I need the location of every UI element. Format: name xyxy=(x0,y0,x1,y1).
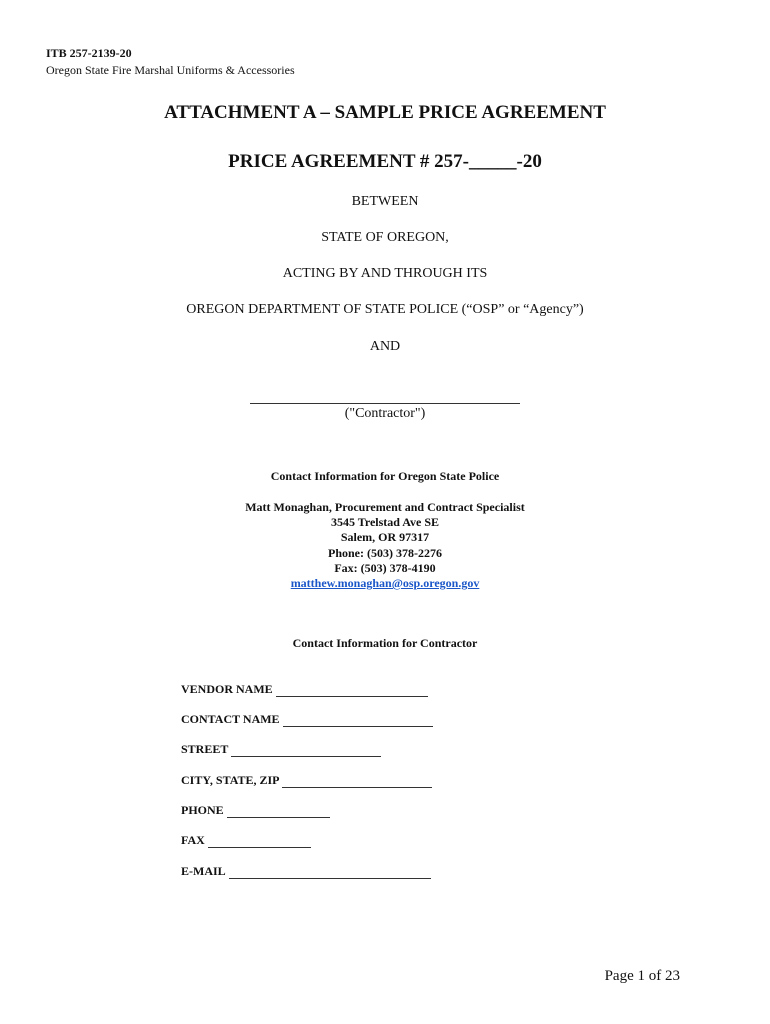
street-label: STREET xyxy=(181,742,229,756)
vendor-name-blank[interactable] xyxy=(276,686,428,697)
vendor-name-field xyxy=(181,682,428,697)
email-label: E-MAIL xyxy=(181,864,226,878)
contact-name: Matt Monaghan, Procurement and Contract Specialist xyxy=(245,500,525,514)
contractor-signature-line xyxy=(250,403,520,404)
osp-contact-block xyxy=(0,500,770,591)
phone-field xyxy=(181,803,330,818)
agency-text: OREGON DEPARTMENT OF STATE POLICE (“OSP” or “Agency”) xyxy=(186,302,584,317)
fax-blank[interactable] xyxy=(208,837,311,848)
itb-number: ITB 257-2139-20 xyxy=(46,46,132,60)
contact-name-field xyxy=(181,712,433,727)
contact-name-label: CONTACT NAME xyxy=(181,712,280,726)
city-state-zip-field xyxy=(181,773,432,788)
osp-contact-heading: Contact Information for Oregon State Police xyxy=(270,469,500,483)
contact-email-link[interactable]: matthew.monaghan@osp.oregon.gov xyxy=(290,576,480,591)
contact-street: 3545 Trelstad Ave SE xyxy=(330,515,440,530)
fax-label: FAX xyxy=(181,833,205,847)
contact-city: Salem, OR 97317 xyxy=(340,530,430,545)
contractor-label: ("Contractor") xyxy=(344,406,426,421)
state-text: STATE OF OREGON, xyxy=(321,230,449,245)
price-agreement-number: PRICE AGREEMENT # 257-_____-20 xyxy=(228,151,542,172)
and-text: AND xyxy=(369,339,401,354)
page-number: Page 1 of 23 xyxy=(604,968,680,984)
phone-blank[interactable] xyxy=(227,807,330,818)
acting-text: ACTING BY AND THROUGH ITS xyxy=(282,266,488,281)
contact-fax: Fax: (503) 378-4190 xyxy=(334,560,436,575)
city-state-zip-blank[interactable] xyxy=(282,777,432,788)
attachment-title: ATTACHMENT A – SAMPLE PRICE AGREEMENT xyxy=(164,102,606,123)
email-blank[interactable] xyxy=(229,868,431,879)
between-text: BETWEEN xyxy=(351,194,419,209)
city-state-zip-label: CITY, STATE, ZIP xyxy=(181,773,280,787)
contact-phone: Phone: (503) 378-2276 xyxy=(328,545,442,560)
vendor-name-label: VENDOR NAME xyxy=(181,682,273,696)
street-blank[interactable] xyxy=(231,746,381,757)
phone-label: PHONE xyxy=(181,803,224,817)
fax-field xyxy=(181,833,311,848)
document-subtitle: Oregon State Fire Marshal Uniforms & Accessories xyxy=(46,63,295,77)
contact-name-blank[interactable] xyxy=(283,716,433,727)
email-field xyxy=(181,864,431,879)
contractor-contact-heading: Contact Information for Contractor xyxy=(292,636,478,650)
street-field xyxy=(181,742,381,757)
